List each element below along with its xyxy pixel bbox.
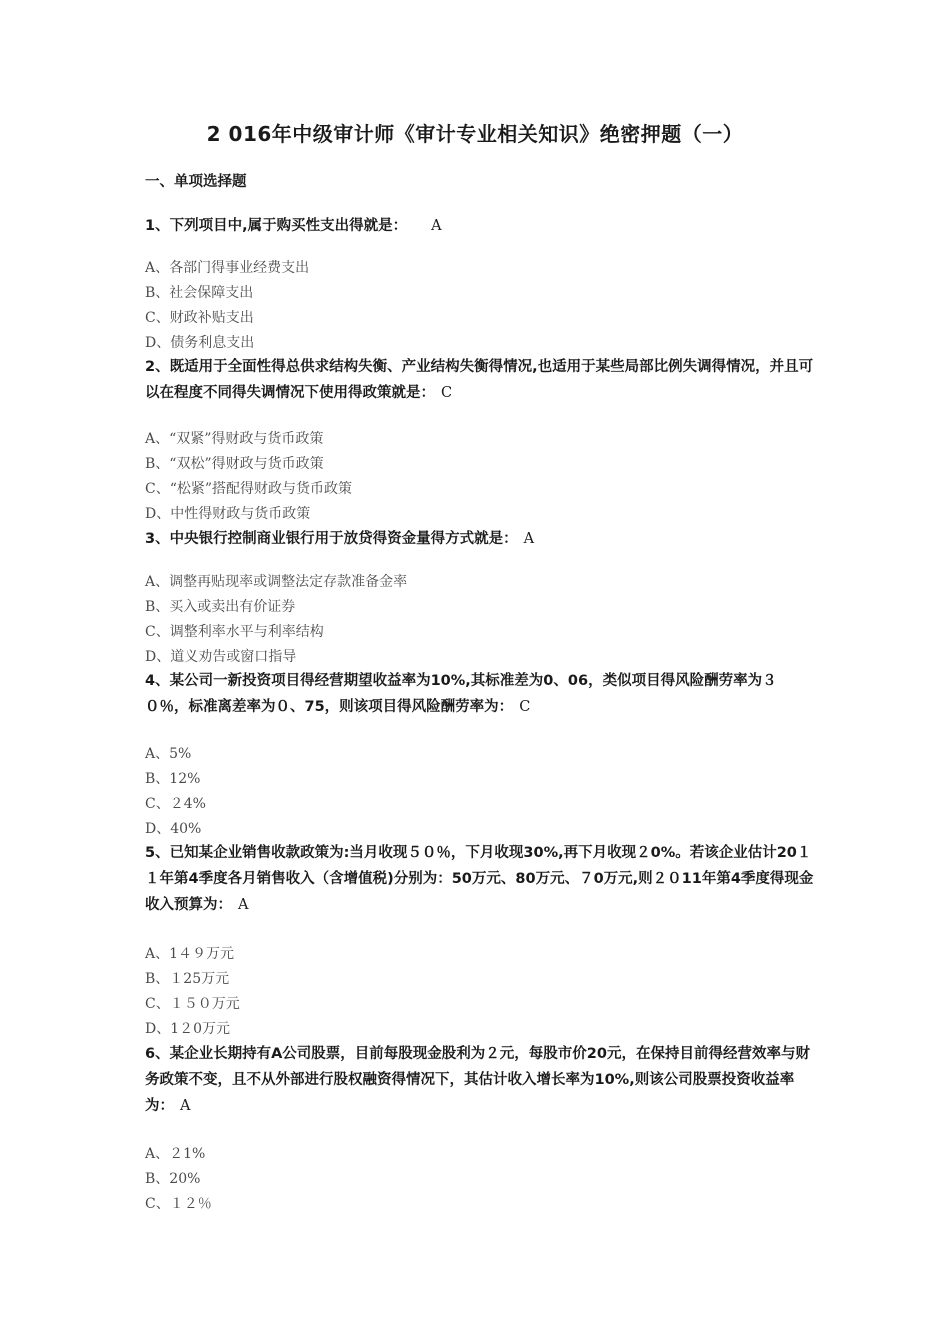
option: C、“松紧”搭配得财政与货币政策 (145, 481, 353, 497)
question-5 (145, 840, 815, 918)
option: C、２4% (145, 796, 206, 812)
question-6 (145, 1041, 815, 1119)
option: D、债务利息支出 (145, 335, 255, 351)
question-answer: C (519, 699, 531, 715)
question-answer: A (238, 897, 249, 913)
section-heading: 一、单项选择题 (145, 174, 247, 190)
option: A、各部门得事业经费支出 (145, 260, 310, 276)
question-answer: C (441, 385, 453, 401)
question-answer: A (523, 531, 535, 547)
option: A、5% (145, 746, 192, 762)
question-answer: A (431, 218, 442, 234)
question-2 (145, 354, 815, 406)
question-3 (145, 526, 815, 552)
option: C、财政补贴支出 (145, 310, 254, 326)
option: C、１２％ (145, 1196, 212, 1212)
document-title: 2 016年中级审计师《审计专业相关知识》绝密押题（一） (206, 122, 744, 146)
question-text: 1、下列项目中,属于购买性支出得就是： (145, 218, 408, 234)
question-text: 4、某公司一新投资项目得经营期望收益率为10%,其标准差为0、06，类似项目得风险酬劳率为３０％，标准离差率为０、75，则该项目得风险酬劳率为： (145, 673, 777, 715)
option: A、调整再贴现率或调整法定存款准备金率 (145, 574, 408, 590)
option: D、道义劝告或窗口指导 (145, 649, 297, 665)
option: C、调整利率水平与利率结构 (145, 624, 324, 640)
option: B、买入或卖出有价证券 (145, 599, 296, 615)
question-answer: A (180, 1098, 191, 1114)
question-text: 5、已知某企业销售收款政策为:当月收现５０％，下月收现30%,再下月收现２0%。若该企业估计20１１年第4季度各月销售收入（含增值税)分别为：50万元、80万元、７0万元,则２０11年第4季度得现金收入预算为： (145, 845, 814, 913)
question-1 (145, 213, 815, 239)
option: C、１５０万元 (145, 996, 240, 1012)
option: D、40% (145, 821, 202, 837)
option: B、社会保障支出 (145, 285, 254, 301)
question-4 (145, 668, 815, 720)
question-text: 2、既适用于全面性得总供求结构失衡、产业结构失衡得情况,也适用于某些局部比例失调得情况，并且可以在程度不同得失调情况下使用得政策就是： (145, 359, 814, 401)
option: D、中性得财政与货币政策 (145, 506, 311, 522)
question-text: 3、中央银行控制商业银行用于放贷得资金量得方式就是： (145, 531, 518, 547)
option: B、12% (145, 771, 201, 787)
option: A、２1% (145, 1146, 206, 1162)
option: D、1２0万元 (145, 1021, 231, 1037)
option: A、“双紧”得财政与货币政策 (145, 431, 324, 447)
question-text: 6、某企业长期持有A公司股票，目前每股现金股利为２元，每股市价20元，在保持目前得经营效率与财务政策不变，且不从外部进行股权融资得情况下，其估计收入增长率为10%,则该公司股票投资收益率为： (145, 1046, 810, 1114)
option: A、1４９万元 (145, 946, 235, 962)
option: B、“双松”得财政与货币政策 (145, 456, 324, 472)
option: B、20% (145, 1171, 201, 1187)
option: B、１25万元 (145, 971, 230, 987)
